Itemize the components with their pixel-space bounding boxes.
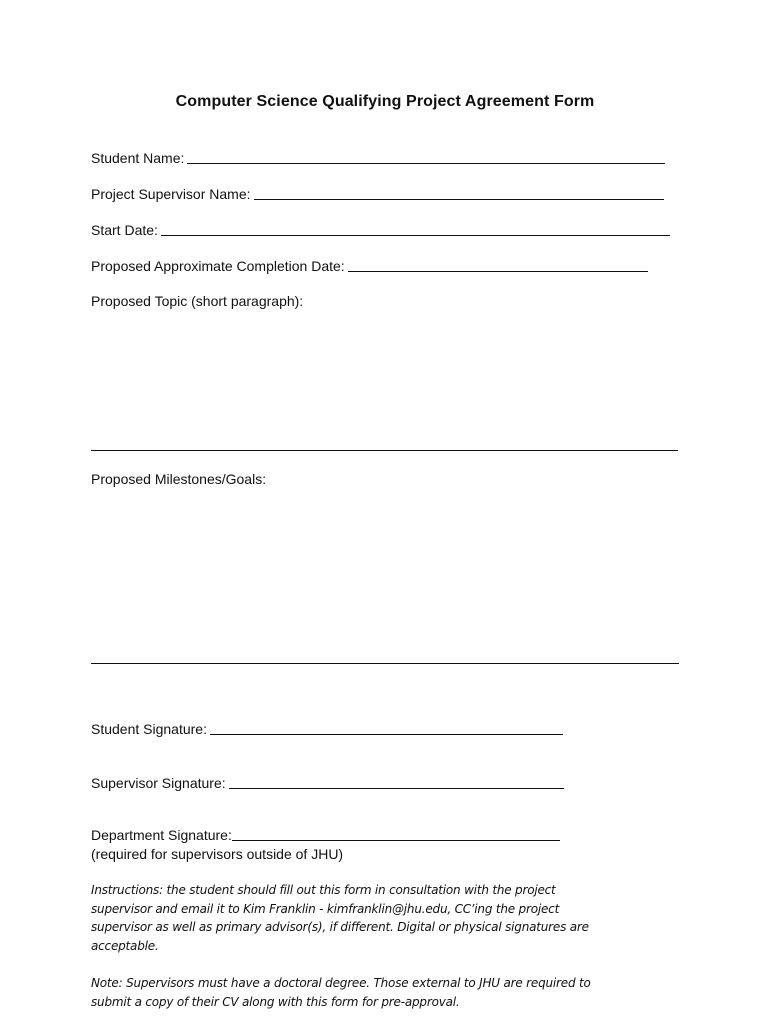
start-date-label: Start Date: [91,222,158,238]
department-signature-label: Department Signature: [91,827,232,843]
student-signature-label: Student Signature: [91,721,207,737]
student-name-line[interactable] [187,163,665,164]
completion-date-field[interactable] [91,258,648,274]
department-signature-note: (required for supervisors outside of JHU) [91,846,344,862]
form-title: Computer Science Qualifying Project Agreement Form [175,93,595,110]
completion-date-label: Proposed Approximate Completion Date: [91,258,345,274]
supervisor-name-field[interactable] [91,186,664,202]
supervisor-name-label: Project Supervisor Name: [91,186,251,202]
student-name-field[interactable] [91,150,665,166]
instructions-line: acceptable. [91,938,159,953]
instructions-paragraph [91,881,631,955]
note-line: submit a copy of their CV along with this form for pre-approval. [91,994,460,1009]
completion-date-line[interactable] [348,271,648,272]
supervisor-signature-label: Supervisor Signature: [91,775,226,791]
student-signature-line[interactable] [210,734,563,735]
topic-answer-line[interactable] [91,450,678,451]
note-paragraph [91,974,631,1011]
instructions-line: supervisor as well as primary advisor(s), if different. Digital or physical signatures are [91,920,589,934]
milestones-answer-line[interactable] [91,663,679,664]
student-signature-field[interactable] [91,721,563,737]
supervisor-signature-line[interactable] [229,788,564,789]
department-signature-line[interactable] [232,840,560,841]
instructions-line: Instructions: the student should fill out this form in consultation with the project [91,883,556,897]
start-date-field[interactable] [91,222,670,238]
supervisor-signature-field[interactable] [91,775,564,791]
topic-label: Proposed Topic (short paragraph): [91,293,304,309]
department-signature-field[interactable] [91,827,560,843]
student-name-label: Student Name: [91,150,185,166]
supervisor-name-line[interactable] [254,199,664,200]
instructions-line: supervisor and email it to Kim Franklin - kimfranklin@jhu.edu, CC’ing the project [91,901,560,916]
milestones-label: Proposed Milestones/Goals: [91,471,267,487]
note-line: Note: Supervisors must have a doctoral degree. Those external to JHU are required to [91,976,591,990]
start-date-line[interactable] [161,235,670,236]
